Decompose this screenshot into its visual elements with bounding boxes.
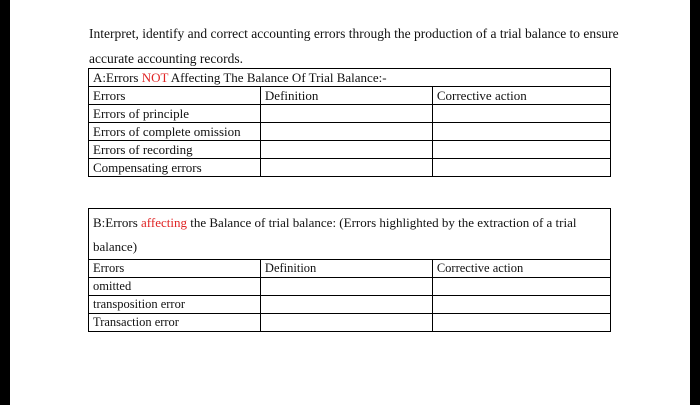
error-name: Compensating errors xyxy=(89,159,261,177)
errors-not-affecting-table xyxy=(88,68,611,177)
header-definition: Definition xyxy=(260,260,432,278)
table-row xyxy=(89,159,611,177)
table-row xyxy=(89,123,611,141)
intro-line-2: accurate accounting records. xyxy=(89,51,244,66)
table-row xyxy=(89,314,611,332)
definition-cell[interactable] xyxy=(260,314,432,332)
definition-cell[interactable] xyxy=(260,141,432,159)
right-border xyxy=(690,0,700,405)
left-border xyxy=(0,0,10,405)
error-name: Errors of principle xyxy=(89,105,261,123)
corrective-action-cell[interactable] xyxy=(432,278,610,296)
definition-cell[interactable] xyxy=(260,296,432,314)
table-row xyxy=(89,278,611,296)
definition-cell[interactable] xyxy=(260,123,432,141)
error-name: Errors of recording xyxy=(89,141,261,159)
section-b-title: B:Errors affecting the Balance of trial balance: (Errors highlighted by the extraction of a trial balance) xyxy=(89,209,611,260)
table-row xyxy=(89,141,611,159)
corrective-action-cell[interactable] xyxy=(432,159,610,177)
error-name: Transaction error xyxy=(89,314,261,332)
definition-cell[interactable] xyxy=(260,278,432,296)
corrective-action-cell[interactable] xyxy=(432,141,610,159)
affecting-highlight: affecting xyxy=(141,215,187,230)
header-errors: Errors xyxy=(89,260,261,278)
intro-line-1: Interpret, identify and correct accounting errors through the production of a trial balance to ensure xyxy=(89,26,619,41)
table-row xyxy=(89,105,611,123)
intro-text xyxy=(89,21,629,71)
header-corrective-action: Corrective action xyxy=(432,87,610,105)
header-definition: Definition xyxy=(260,87,432,105)
section-b-header-row xyxy=(89,260,611,278)
errors-affecting-table xyxy=(88,208,611,332)
definition-cell[interactable] xyxy=(260,105,432,123)
error-name: omitted xyxy=(89,278,261,296)
section-a-title-row xyxy=(89,69,611,87)
not-highlight: NOT xyxy=(141,70,169,85)
corrective-action-cell[interactable] xyxy=(432,296,610,314)
header-corrective-action: Corrective action xyxy=(432,260,610,278)
corrective-action-cell[interactable] xyxy=(432,123,610,141)
table-row xyxy=(89,296,611,314)
section-a-title: A:Errors NOT Affecting The Balance Of Trial Balance:- xyxy=(89,69,611,87)
corrective-action-cell[interactable] xyxy=(432,105,610,123)
corrective-action-cell[interactable] xyxy=(432,314,610,332)
definition-cell[interactable] xyxy=(260,159,432,177)
error-name: Errors of complete omission xyxy=(89,123,261,141)
section-b-title-row xyxy=(89,209,611,260)
error-name: transposition error xyxy=(89,296,261,314)
section-a-header-row xyxy=(89,87,611,105)
header-errors: Errors xyxy=(89,87,261,105)
